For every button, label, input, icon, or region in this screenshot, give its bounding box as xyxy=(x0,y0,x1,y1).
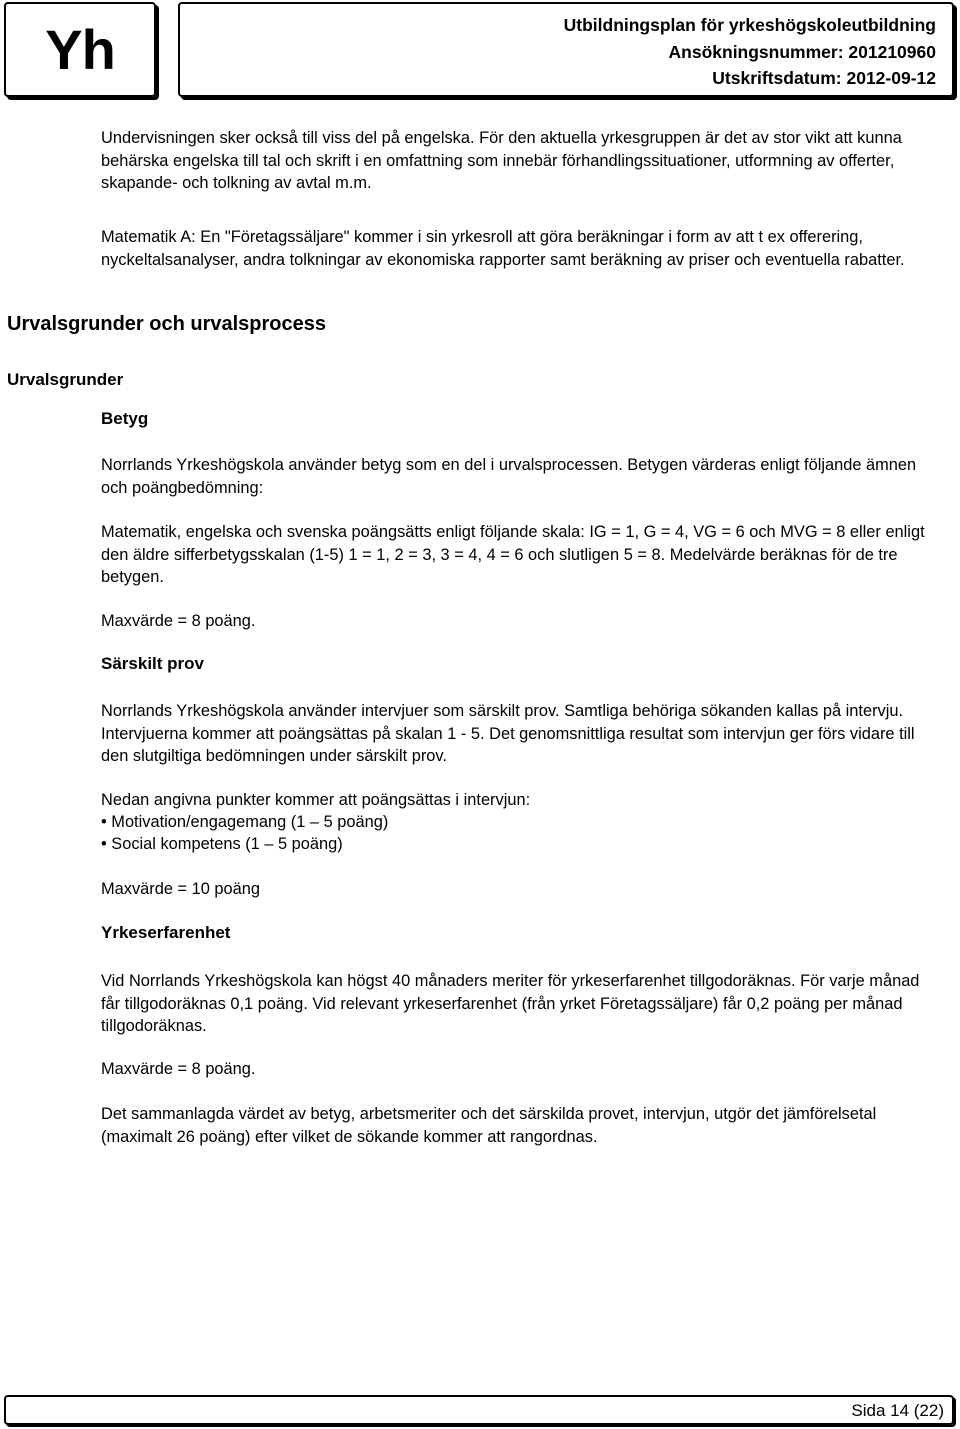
max-prov: Maxvärde = 10 poäng xyxy=(101,880,261,898)
heading-sarskilt-prov: Särskilt prov xyxy=(101,654,204,673)
list-item: • Social kompetens (1 – 5 poäng) xyxy=(101,835,343,853)
document-title: Utbildningsplan för yrkeshögskoleutbildning xyxy=(563,15,936,35)
paragraph-prov-points: Nedan angivna punkter kommer att poängsättas i intervjun: xyxy=(101,791,531,809)
paragraph-betyg-intro: Norrlands Yrkeshögskola använder betyg som en del i urvalsprocessen. Betygen värderas enligt följande ämnen och poängbedömning: xyxy=(101,456,917,497)
document-header xyxy=(178,2,954,97)
yh-logo: Yh xyxy=(4,2,156,97)
print-date: Utskriftsdatum: 2012-09-12 xyxy=(712,68,936,88)
list-item: • Motivation/engagemang (1 – 5 poäng) xyxy=(101,813,389,831)
paragraph-betyg-scale: Matematik, engelska och svenska poängsätts enligt följande skala: IG = 1, G = 4, VG = 6 och MVG = 8 eller enligt den äldre sifferbetygsskalan (1-5) 1 = 1, 2 = 3, 3 = 4, 4 = 6 och slutligen 5 = 8. Medelvärde beräknas för de tre betygen. xyxy=(101,523,925,586)
paragraph-prov-intro: Norrlands Yrkeshögskola använder intervjuer som särskilt prov. Samtliga behöriga sökanden kallas på intervju. Intervjuerna kommer att poängsättas på skalan 1 - 5. Det genomsnittliga resultat som intervjun ger förs vidare till den slutgiltiga bedömningen under särskilt prov. xyxy=(101,702,915,765)
section-heading-urval: Urvalsgrunder och urvalsprocess xyxy=(7,313,327,335)
max-yrke: Maxvärde = 8 poäng. xyxy=(101,1060,256,1078)
paragraph-english: Undervisningen sker också till viss del på engelska. För den aktuella yrkesgruppen är det av stor vikt att kunna behärska engelska till tal och skrift i en omfattning som innebär förhandlingssituationer, utformning av offerter, skapande- och tolkning av avtal m.m. xyxy=(101,129,902,192)
page-number: Sida 14 (22) xyxy=(851,1401,944,1420)
paragraph-total: Det sammanlagda värdet av betyg, arbetsmeriter och det särskilda provet, intervjun, utgör det jämförelsetal (maximalt 26 poäng) efter vilket de sökande kommer att rangordnas. xyxy=(101,1105,877,1146)
paragraph-math: Matematik A: En "Företagssäljare" kommer i sin yrkesroll att göra beräkningar i form av att t ex offerering, nyckeltalsanalyser, andra tolkningar av ekonomiska rapporter samt beräkning av priser och eventuella rabatter. xyxy=(101,228,905,269)
max-betyg: Maxvärde = 8 poäng. xyxy=(101,612,256,630)
paragraph-yrkeserfarenhet: Vid Norrlands Yrkeshögskola kan högst 40 månaders meriter för yrkeserfarenhet tillgodoräknas. För varje månad får tillgodoräknas 0,1 poäng. Vid relevant yrkeserfarenhet (från yrket Företagssäljare) får 0,2 poäng per månad tillgodoräknas. xyxy=(101,972,920,1035)
application-number: Ansökningsnummer: 201210960 xyxy=(668,41,936,62)
heading-yrkeserfarenhet: Yrkeserfarenhet xyxy=(101,923,231,942)
heading-betyg: Betyg xyxy=(101,409,149,428)
page-footer xyxy=(4,1395,954,1425)
subheading-urvalsgrunder: Urvalsgrunder xyxy=(7,370,124,389)
